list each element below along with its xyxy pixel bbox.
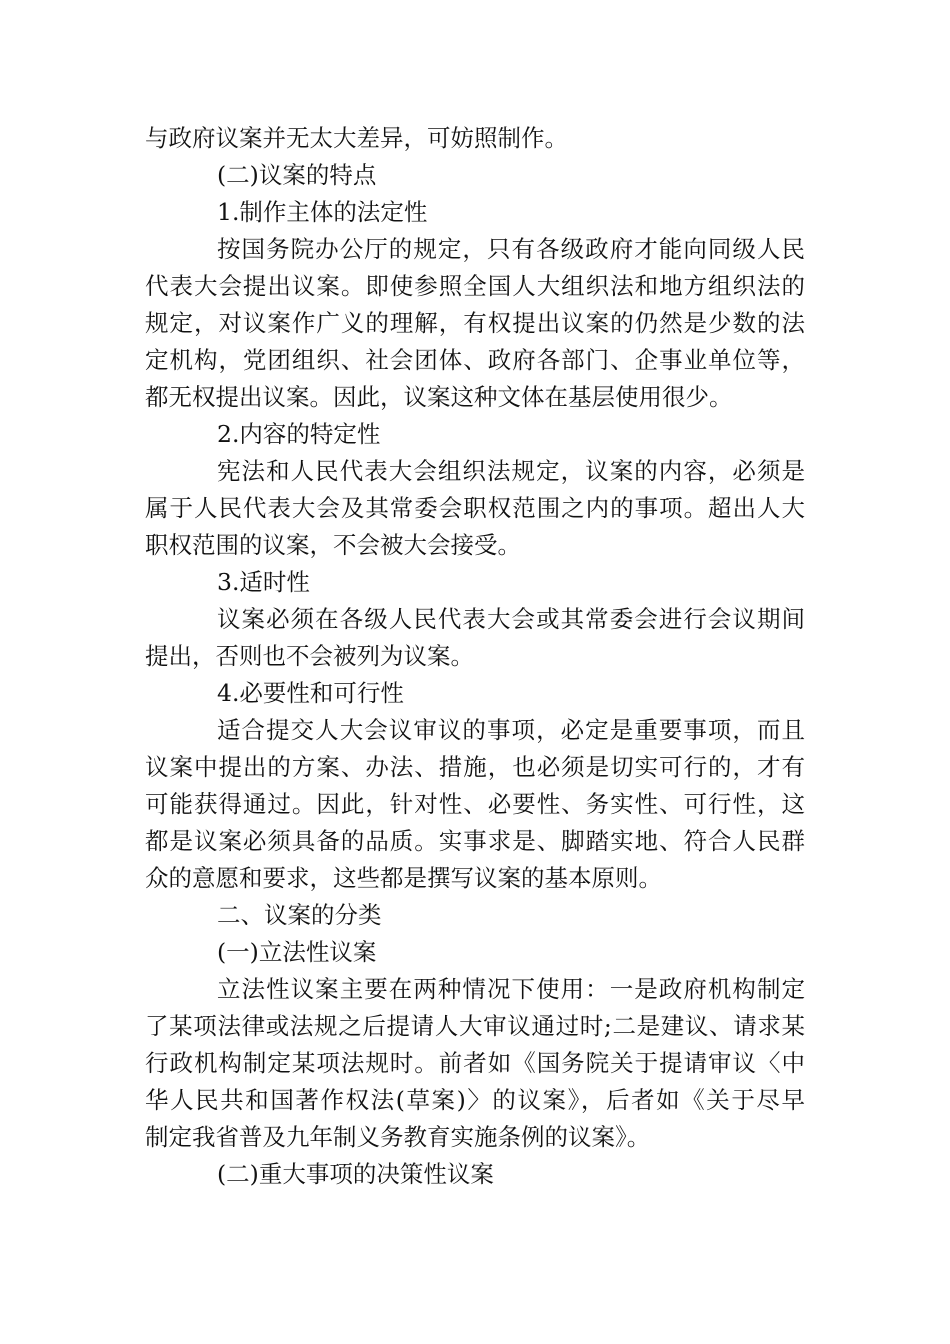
text-line: 适合提交人大会议审议的事项，必定是重要事项，而且 [217,716,805,744]
text-line: (二)议案的特点 [217,161,377,189]
text-line: (二)重大事项的决策性议案 [217,1160,494,1188]
text-line: 按国务院办公厅的规定，只有各级政府才能向同级人民 [217,235,805,263]
text-line: 宪法和人民代表大会组织法规定，议案的内容，必须是 [217,457,805,485]
text-line: 规定，对议案作广义的理解，有权提出议案的仍然是少数的法 [145,309,805,337]
text-line: 3.适时性 [217,568,310,596]
text-line: 华人民共和国著作权法(草案)〉的议案》，后者如《关于尽早 [145,1086,805,1114]
text-line: 定机构，党团组织、社会团体、政府各部门、企事业单位等， [145,346,805,374]
text-line: 提出，否则也不会被列为议案。 [145,642,474,670]
text-line: 行政机构制定某项法规时。前者如《国务院关于提请审议〈中 [145,1049,805,1077]
text-line: 可能获得通过。因此，针对性、必要性、务实性、可行性，这 [145,790,805,818]
text-line: 议案必须在各级人民代表大会或其常委会进行会议期间 [217,605,805,633]
text-line: 与政府议案并无太大差异，可妨照制作。 [145,124,568,152]
text-line: 2.内容的特定性 [217,420,381,448]
text-line: 制定我省普及九年制义务教育实施条例的议案》。 [145,1123,651,1151]
text-line: 1.制作主体的法定性 [217,198,428,226]
text-line: 属于人民代表大会及其常委会职权范围之内的事项。超出人大 [145,494,805,522]
text-line: 了某项法律或法规之后提请人大审议通过时;二是建议、请求某 [145,1012,805,1040]
text-line: 立法性议案主要在两种情况下使用：一是政府机构制定 [217,975,805,1003]
text-line: 议案中提出的方案、办法、措施，也必须是切实可行的，才有 [145,753,805,781]
text-line: 二、议案的分类 [217,901,382,929]
document-body [145,120,805,1193]
text-line: 职权范围的议案，不会被大会接受。 [145,531,521,559]
text-line: 都无权提出议案。因此，议案这种文体在基层使用很少。 [145,383,733,411]
text-line: 众的意愿和要求，这些都是撰写议案的基本原则。 [145,864,662,892]
text-line: 4.必要性和可行性 [217,679,404,707]
text-line: 都是议案必须具备的品质。实事求是、脚踏实地、符合人民群 [145,827,805,855]
text-line: 代表大会提出议案。即使参照全国人大组织法和地方组织法的 [145,272,805,300]
text-line: (一)立法性议案 [217,938,377,966]
